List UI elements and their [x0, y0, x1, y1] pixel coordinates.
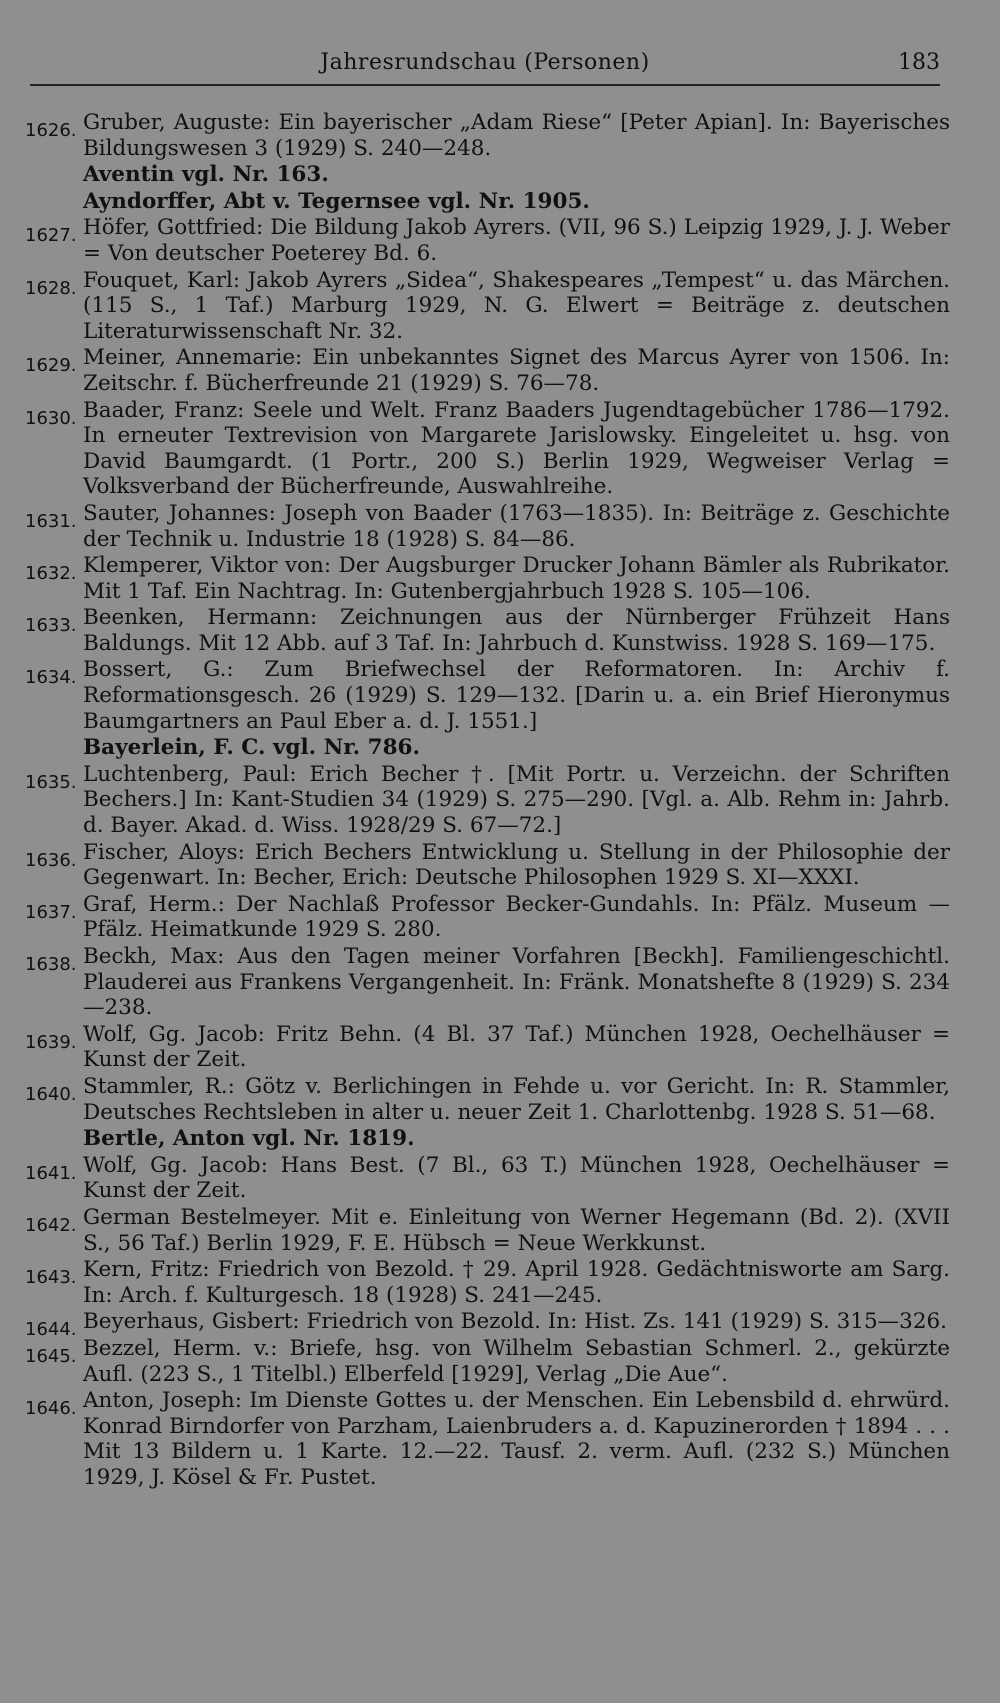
entry-number: 1633. — [25, 615, 77, 637]
entry-number: 1631. — [25, 510, 77, 532]
bibliography-entry — [25, 1205, 950, 1256]
bibliography-entry — [25, 398, 950, 500]
entry-number: 1641. — [25, 1162, 77, 1184]
bibliography-entry — [25, 1022, 950, 1073]
bibliography-entry — [25, 189, 950, 215]
bibliography-entry — [25, 605, 950, 656]
bibliography-entry — [25, 762, 950, 839]
entry-text: Kern, Fritz: Friedrich von Bezold. † 29. April 1928. Gedächtnisworte am Sarg. In: Arch. f. Kulturgesch. 18 (1928) S. 241—245. — [83, 1257, 950, 1308]
bibliography-entry — [25, 1257, 950, 1308]
entry-text: Baader, Franz: Seele und Welt. Franz Baaders Jugendtagebücher 1786—1792. In erneuter Textrevision von Margarete Jarislowsky. Eingeleitet u. hsg. von David Baumgardt. (1 Portr., 200 S.) Berlin 1929, Wegweiser Verlag = Volksverband der Bücherfreunde, Auswahlreihe. — [83, 397, 950, 500]
entry-text: Wolf, Gg. Jacob: Fritz Behn. (4 Bl. 37 Taf.) München 1928, Oechelhäuser = Kunst der Zeit. — [83, 1021, 950, 1073]
entry-text: Graf, Herm.: Der Nachlaß Professor Becker-Gundahls. In: Pfälz. Museum — Pfälz. Heimatkunde 1929 S. 280. — [83, 891, 950, 943]
bibliography-entry — [25, 553, 950, 604]
bibliography-entry — [25, 944, 950, 1021]
entry-number: 1637. — [25, 901, 77, 923]
entry-text: Sauter, Johannes: Joseph von Baader (1763—1835). In: Beiträge z. Geschichte der Technik u. Industrie 18 (1928) S. 84—86. — [83, 500, 950, 552]
bibliography-entry — [25, 110, 950, 161]
entry-text: German Bestelmeyer. Mit e. Einleitung von Werner Hegemann (Bd. 2). (XVII S., 56 Taf.) Berlin 1929, F. E. Hübsch = Neue Werkkunst. — [83, 1204, 950, 1256]
entry-text: Bertle, Anton vgl. Nr. 1819. — [83, 1126, 415, 1152]
entry-text: Stammler, R.: Götz v. Berlichingen in Fehde u. vor Gericht. In: R. Stammler, Deutsches Rechtsleben in alter u. neuer Zeit 1. Charlottenbg. 1928 S. 51—68. — [83, 1073, 950, 1125]
entry-number: 1643. — [25, 1267, 77, 1289]
bibliography-entry — [25, 1388, 950, 1490]
bibliography-entry — [25, 1126, 950, 1152]
entry-number: 1646. — [25, 1398, 77, 1420]
bibliography-entry — [25, 657, 950, 734]
entry-number: 1635. — [25, 771, 77, 793]
bibliography-entry — [25, 840, 950, 891]
bibliography-entry — [25, 735, 950, 761]
entry-text: Wolf, Gg. Jacob: Hans Best. (7 Bl., 63 T.) München 1928, Oechelhäuser = Kunst der Zeit. — [83, 1152, 950, 1204]
bibliography-list — [25, 110, 950, 1491]
entry-text: Beyerhaus, Gisbert: Friedrich von Bezold. In: Hist. Zs. 141 (1929) S. 315—326. — [83, 1309, 948, 1335]
entry-text: Fischer, Aloys: Erich Bechers Entwicklung u. Stellung in der Philosophie der Gegenwart. In: Becher, Erich: Deutsche Philosophen 1929 S. XI—XXXI. — [83, 839, 950, 891]
page-header — [30, 44, 940, 86]
entry-number: 1644. — [25, 1319, 77, 1341]
entry-text: Gruber, Auguste: Ein bayerischer „Adam Riese“ [Peter Apian]. In: Bayerisches Bildungswesen 3 (1929) S. 240—248. — [83, 110, 950, 161]
entry-text: Meiner, Annemarie: Ein unbekanntes Signet des Marcus Ayrer von 1506. In: Zeitschr. f. Bücherfreunde 21 (1929) S. 76—78. — [83, 345, 950, 396]
entry-number: 1645. — [25, 1345, 77, 1367]
entry-number: 1640. — [25, 1083, 77, 1105]
entry-text: Beckh, Max: Aus den Tagen meiner Vorfahren [Beckh]. Familiengeschichtl. Plauderei aus Frankens Vergangenheit. In: Fränk. Monatshefte 8 (1929) S. 234—238. — [83, 944, 950, 1021]
entry-number: 1642. — [25, 1214, 77, 1236]
entry-text: Bezzel, Herm. v.: Briefe, hsg. von Wilhelm Sebastian Schmerl. 2., gekürzte Aufl. (223 S., 1 Titelbl.) Elberfeld [1929], Verlag „Die Aue“. — [83, 1335, 950, 1387]
bibliography-entry — [25, 268, 950, 345]
bibliography-entry — [25, 1153, 950, 1204]
entry-text: Fouquet, Karl: Jakob Ayrers „Sidea“, Shakespeares „Tempest“ u. das Märchen. (115 S., 1 Taf.) Marburg 1929, N. G. Elwert = Beiträge z. deutschen Literaturwissenschaft Nr. 32. — [83, 267, 950, 344]
entry-number: 1634. — [25, 667, 77, 689]
bibliography-entry — [25, 215, 950, 266]
entry-text: Bayerlein, F. C. vgl. Nr. 786. — [83, 735, 420, 761]
entry-number: 1629. — [25, 355, 77, 377]
entry-text: Anton, Joseph: Im Dienste Gottes u. der Menschen. Ein Lebensbild d. ehrwürd. Konrad Birndorfer von Parzham, Laienbruders a. d. Kapuzinerorden † 1894 . . . Mit 13 Bildern u. 1 Karte. 12.—22. Tausf. 2. verm. Aufl. (232 S.) München 1929, J. Kösel & Fr. Pustet. — [83, 1388, 950, 1490]
bibliography-entry — [25, 1336, 950, 1387]
bibliography-entry — [25, 345, 950, 396]
entry-number: 1632. — [25, 563, 77, 585]
entry-number: 1638. — [25, 954, 77, 975]
entry-text: Bossert, G.: Zum Briefwechsel der Reformatoren. In: Archiv f. Reformationsgesch. 26 (1929) S. 129—132. [Darin u. a. ein Brief Hieronymus Baumgartners an Paul Eber a. d. J. 1551.] — [83, 657, 950, 734]
entry-text: Klemperer, Viktor von: Der Augsburger Drucker Johann Bämler als Rubrikator. Mit 1 Taf. Ein Nachtrag. In: Gutenbergjahrbuch 1928 S. 105—106. — [83, 553, 950, 604]
running-title: Jahresrundschau (Personen) — [320, 50, 650, 75]
bibliography-entry — [25, 1074, 950, 1125]
entry-text: Ayndorffer, Abt v. Tegernsee vgl. Nr. 1905. — [83, 188, 590, 214]
page-number: 183 — [898, 50, 940, 75]
entry-number: 1628. — [25, 277, 77, 299]
entry-number: 1639. — [25, 1031, 77, 1053]
entry-text: Beenken, Hermann: Zeichnungen aus der Nürnberger Frühzeit Hans Baldungs. Mit 12 Abb. auf 3 Taf. In: Jahrbuch d. Kunstwiss. 1928 S. 169—175. — [83, 605, 950, 656]
entry-text: Höfer, Gottfried: Die Bildung Jakob Ayrers. (VII, 96 S.) Leipzig 1929, J. J. Weber = Von deutscher Poeterey Bd. 6. — [83, 215, 950, 266]
entry-number: 1630. — [25, 407, 77, 429]
bibliography-entry — [25, 162, 950, 188]
entry-text: Aventin vgl. Nr. 163. — [83, 162, 329, 188]
bibliography-entry — [25, 501, 950, 552]
entry-text: Luchtenberg, Paul: Erich Becher †. [Mit Portr. u. Verzeichn. der Schriften Bechers.] In: Kant-Studien 34 (1929) S. 275—290. [Vgl. a. Alb. Rehm in: Jahrb. d. Bayer. Akad. d. Wiss. 1928/29 S. 67—72.] — [83, 761, 950, 839]
entry-number: 1626. — [25, 120, 77, 141]
bibliography-entry — [25, 1309, 950, 1341]
entry-number: 1636. — [25, 849, 77, 871]
bibliography-entry — [25, 892, 950, 943]
entry-number: 1627. — [25, 225, 77, 247]
